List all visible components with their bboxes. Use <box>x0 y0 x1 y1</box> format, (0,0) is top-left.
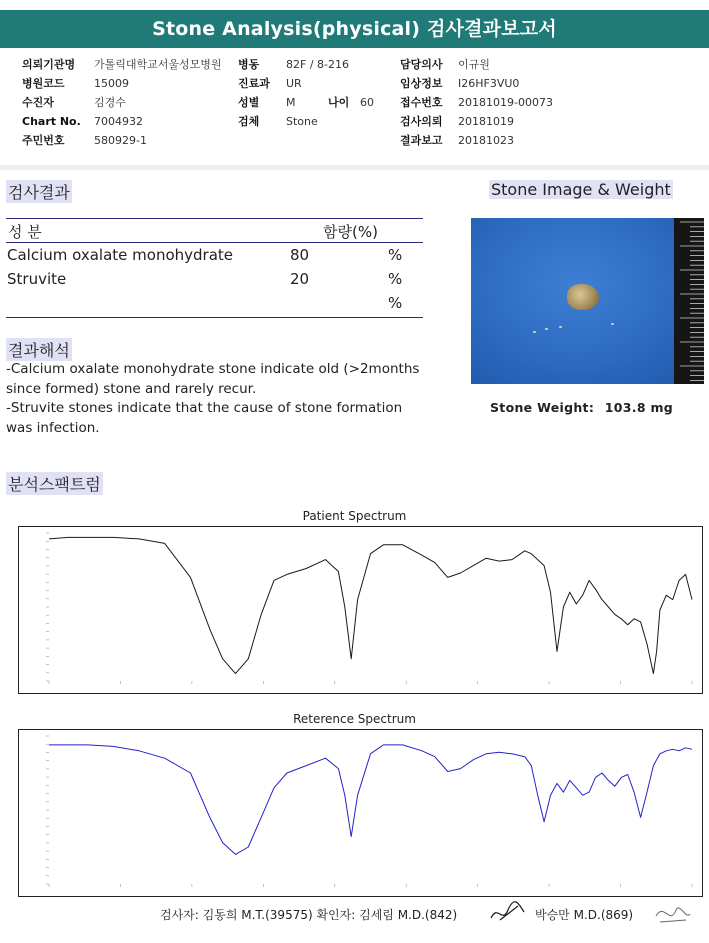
results-table-top-rule <box>6 218 423 219</box>
signature-mark <box>488 898 528 926</box>
patient-spectrum-title: Patient Spectrum <box>302 509 407 523</box>
result-row-2-name: Struvite <box>7 270 67 288</box>
results-table-header-rule <box>6 242 423 243</box>
result-row-1-name: Calcium oxalate monohydrate <box>7 246 234 264</box>
interpretation-line: -Struvite stones indicate that the cause of stone formation <box>6 400 403 416</box>
stone-weight-value: 103.8 mg <box>604 400 674 415</box>
image-heading: Stone Image & Weight <box>491 180 671 199</box>
interpretation-text <box>6 360 419 438</box>
stone-photo <box>471 218 704 384</box>
stone-weight-label: Stone Weight: <box>490 400 595 415</box>
col-header-component: 성 분 <box>8 223 42 241</box>
col-header-content: 함량(%) <box>323 223 378 241</box>
info-row-department: 진료과 UR <box>238 77 302 90</box>
info-row-receipt-no: 접수번호 20181019-00073 <box>400 96 553 109</box>
stone-weight <box>490 400 673 415</box>
interpretation-line: was infection. <box>6 419 100 436</box>
info-row-sex: 성별 M 나이 60 <box>238 96 374 109</box>
result-row-2-value: 20 <box>290 270 310 288</box>
speck <box>611 323 614 325</box>
interpretation-line: -Calcium oxalate monohydrate stone indicate old (>2months <box>6 361 420 377</box>
speck <box>559 326 562 328</box>
speck <box>545 328 548 330</box>
info-row-report-date: 결과보고 20181023 <box>400 134 514 147</box>
info-row-request-date: 검사의뢰 20181019 <box>400 115 514 128</box>
result-row-1-value: 80 <box>290 246 310 264</box>
info-row-specimen: 검체 Stone <box>238 115 318 128</box>
result-row-1-unit: % <box>388 246 403 264</box>
info-row-clinical-info: 임상정보 I26HF3VU0 <box>400 77 520 90</box>
speck <box>533 331 536 333</box>
interpretation-heading: 결과해석 <box>6 338 72 361</box>
info-row-ward: 병동 82F / 8-216 <box>238 58 349 71</box>
signature-mark <box>650 898 694 928</box>
info-row-hospital-code: 병원코드 15009 <box>22 77 129 90</box>
stone-blob <box>567 284 599 310</box>
info-row-requester: 의뢰기관명 가톨릭대학교서울성모병원 <box>22 58 222 71</box>
info-col2 <box>238 58 374 134</box>
footer-signature-2: 박승만 M.D.(869) <box>535 908 634 922</box>
result-row-2-unit: % <box>388 270 403 288</box>
reference-spectrum-chart <box>19 730 702 896</box>
ruler <box>674 218 704 384</box>
age-label: 나이 <box>328 96 350 109</box>
info-col3 <box>400 58 553 153</box>
age-value: 60 <box>360 96 374 109</box>
report-title: Stone Analysis(physical) 검사결과보고서 <box>0 10 709 48</box>
info-row-resident-no: 주민번호 580929-1 <box>22 134 147 147</box>
section-divider <box>0 165 709 170</box>
spectrum-line <box>49 745 692 855</box>
info-row-patient: 수진자 김경수 <box>22 96 126 109</box>
reference-spectrum-title: Reterence Spectrum <box>293 712 416 726</box>
footer-signatures: 검사자: 김동희 M.T.(39575) 확인자: 김세림 M.D.(842) <box>160 908 458 922</box>
patient-spectrum-frame <box>18 526 703 694</box>
patient-spectrum-chart <box>19 527 702 693</box>
interpretation-line: since formed) stone and rarely recur. <box>6 380 257 397</box>
info-row-doctor: 담당의사 이규원 <box>400 58 490 71</box>
info-col1 <box>22 58 222 153</box>
results-heading: 검사결과 <box>6 180 72 203</box>
spectrum-line <box>49 537 692 673</box>
result-row-3-unit: % <box>388 294 403 312</box>
results-table-bottom-rule <box>6 317 423 318</box>
info-row-chart-no: Chart No. 7004932 <box>22 115 143 128</box>
spectrum-heading: 분석스팩트럼 <box>6 472 103 495</box>
reference-spectrum-frame <box>18 729 703 897</box>
